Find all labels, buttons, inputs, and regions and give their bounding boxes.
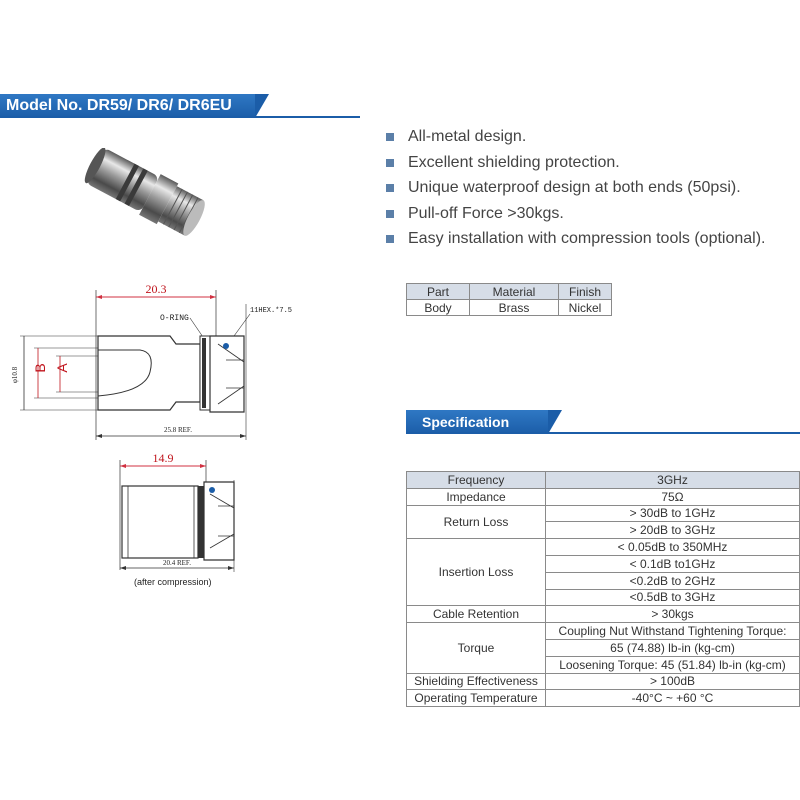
spec-row-return-loss xyxy=(407,505,800,522)
spec-row-shielding xyxy=(407,673,800,690)
spec-label: Operating Temperature xyxy=(407,690,546,707)
spec-row-impedance xyxy=(407,488,800,505)
spec-label: Impedance xyxy=(407,488,546,505)
feature-item xyxy=(386,205,766,231)
feature-item xyxy=(386,154,766,180)
feature-list xyxy=(386,128,766,256)
spec-value: > 30dB to 1GHz xyxy=(546,505,800,522)
spec-value: > 20dB to 3GHz xyxy=(546,522,800,539)
header-part: Part xyxy=(407,284,470,300)
spec-label: Shielding Effectiveness xyxy=(407,673,546,690)
o-ring-label: O-RING xyxy=(160,314,189,323)
feature-text: Easy installation with compression tools (optional). xyxy=(408,230,766,247)
cell-part: Body xyxy=(407,300,470,316)
spec-table xyxy=(406,471,800,707)
feature-text: Unique waterproof design at both ends (50psi). xyxy=(408,179,741,196)
feature-item xyxy=(386,230,766,256)
spec-bar-wedge xyxy=(548,410,562,434)
feature-item xyxy=(386,179,766,205)
spec-value: Loosening Torque: 45 (51.84) lb-in (kg-cm) xyxy=(546,656,800,673)
spec-row-cable-retention xyxy=(407,606,800,623)
dim-14-9: 14.9 xyxy=(152,451,174,465)
dia-label: φ10.8 xyxy=(11,366,19,384)
spec-value: <0.2dB to 2GHz xyxy=(546,572,800,589)
spec-value: 75Ω xyxy=(546,488,800,505)
spec-row-insertion-loss xyxy=(407,539,800,556)
cell-finish: Nickel xyxy=(559,300,612,316)
spec-value: > 100dB xyxy=(546,673,800,690)
spec-value: < 0.05dB to 350MHz xyxy=(546,539,800,556)
feature-item xyxy=(386,128,766,154)
spec-value: 3GHz xyxy=(546,472,800,489)
header-material: Material xyxy=(470,284,559,300)
feature-text: All-metal design. xyxy=(408,128,527,145)
drawing2 xyxy=(120,451,234,572)
material-row xyxy=(407,300,612,316)
spec-value: <0.5dB to 3GHz xyxy=(546,589,800,606)
ref-20-4: 20.4 REF. xyxy=(162,559,192,567)
spec-label: Torque xyxy=(407,623,546,673)
header-finish: Finish xyxy=(559,284,612,300)
cell-material: Brass xyxy=(470,300,559,316)
technical-drawing xyxy=(0,0,400,600)
dim-a-label: A xyxy=(54,363,70,373)
spec-label: Return Loss xyxy=(407,505,546,539)
spec-label: Insertion Loss xyxy=(407,539,546,606)
spec-bar-underline xyxy=(406,432,800,434)
ref-25-8: 25.8 REF. xyxy=(163,426,193,434)
spec-label: Cable Retention xyxy=(407,606,546,623)
feature-text: Pull-off Force >30kgs. xyxy=(408,204,564,222)
spec-value: > 30kgs xyxy=(546,606,800,623)
feature-text: Excellent shielding protection. xyxy=(408,153,620,171)
spec-row-torque xyxy=(407,623,800,640)
spec-value: -40°C ~ +60 °C xyxy=(546,690,800,707)
dim-b-label: B xyxy=(32,363,48,373)
spec-value: Coupling Nut Withstand Tightening Torque: xyxy=(546,623,800,640)
material-header-row xyxy=(407,284,612,300)
drawing1 xyxy=(11,282,292,440)
spec-label: Frequency xyxy=(407,472,546,489)
spec-heading-bar xyxy=(406,410,800,434)
after-compression-caption: (after compression) xyxy=(134,577,212,587)
spec-row-temperature xyxy=(407,690,800,707)
dim-20-3: 20.3 xyxy=(145,282,167,296)
model-title: Model No. DR59/ DR6/ DR6EU xyxy=(6,97,232,114)
spec-row-frequency xyxy=(407,472,800,489)
material-table xyxy=(406,283,612,316)
spec-value: 65 (74.88) lb-in (kg-cm) xyxy=(546,639,800,656)
hex-label: 11HEX.*7.5 xyxy=(250,307,293,315)
spec-value: < 0.1dB to1GHz xyxy=(546,555,800,572)
spec-heading: Specification xyxy=(422,414,510,430)
